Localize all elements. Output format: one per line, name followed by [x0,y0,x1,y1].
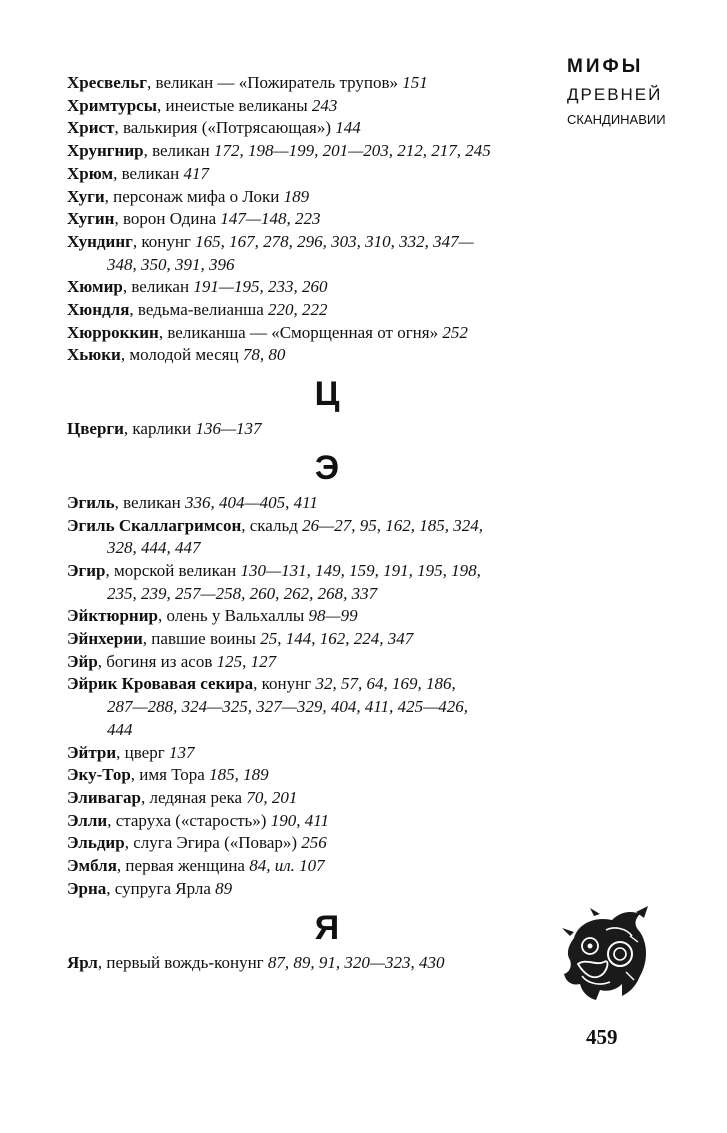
entry-pages: 190, 411 [270,810,329,830]
entry-pages: 89 [215,878,233,898]
entry-headword: Хугин [67,209,115,229]
index-entry [67,673,547,696]
index-entry [67,628,547,651]
index-entry [67,322,547,345]
entry-description: , конунг [132,231,196,251]
entry-headword: Ярл [67,952,98,972]
entry-pages: 165, 167, 278, 296, 303, 310, 332, 347— [195,231,474,251]
entry-description: , конунг [253,674,316,694]
entry-pages: 84, ил. 107 [249,856,325,876]
entry-pages: 144 [335,118,361,138]
entry-headword: Эгиль [67,492,115,512]
entry-description: , богиня из асов [97,651,217,671]
index-entry [67,186,547,209]
running-title-line3: СКАНДИНАВИИ [567,112,666,127]
index-entry [67,515,547,538]
index-entry [67,832,547,855]
entry-headword: Эгир [67,560,106,580]
index-entry [67,560,547,583]
index-entry [67,276,547,299]
entry-description: , персонаж мифа о Локи [104,186,284,206]
running-title-line2: ДРЕВНЕЙ [567,85,663,104]
entry-pages: 26—27, 95, 162, 185, 324, [302,515,484,535]
entry-description: , великан — «Пожиратель трупов» [147,73,403,92]
norse-beast-ornament-icon [560,906,652,1002]
entry-pages: 220, 222 [268,300,328,320]
entry-pages: 32, 57, 64, 169, 186, [315,674,456,694]
entry-description: , слуга Эгира («Повар») [124,833,302,853]
entry-pages: 130—131, 149, 159, 191, 195, 198, [240,560,481,580]
entry-description: , валькирия («Потрясающая») [114,118,336,138]
entry-pages: 185, 189 [209,765,269,785]
section-letter: Э [314,448,340,487]
entry-description: , павшие воины [142,629,261,649]
entry-headword: Хьюки [67,345,121,365]
entry-pages: 243 [311,95,338,115]
entry-description: , молодой месяц [120,345,243,365]
entry-headword: Элли [67,810,108,830]
index-entry [67,208,547,231]
entry-headword: Эйрик Кровавая секира [67,674,254,694]
entry-headword: Эгиль Скаллагримсон [67,515,242,535]
index-entry [67,651,547,674]
entry-description: , ледяная река [141,787,247,807]
index-entry [67,855,547,878]
entry-pages: 70, 201 [246,787,298,807]
entry-description: , морской великан [105,560,241,580]
index-entry [67,418,547,441]
entry-headword: Хюмир [67,277,123,297]
index-entry [67,344,547,367]
entry-headword: Христ [67,118,115,138]
entry-description: , первый вождь-конунг [97,952,268,972]
entry-description: , имя Тора [130,765,210,785]
entry-pages: 336, 404—405, 411 [185,492,318,512]
index-entry [67,299,547,322]
entry-pages: 125, 127 [216,651,277,671]
entry-pages: 256 [301,833,327,853]
entry-pages-continuation: 235, 239, 257—258, 260, 262, 268, 337 [107,583,378,603]
entry-headword: Хюндля [67,300,130,320]
book-title-sidebar [567,56,667,130]
index-entry [67,231,547,254]
index-entry [67,878,547,901]
entry-headword: Хресвельг [67,73,148,92]
entry-description: , супруга Ярла [106,878,216,898]
entry-headword: Хримтурсы [67,95,158,115]
entry-description: , великан [143,141,215,161]
entry-description: , цверг [116,742,169,762]
entry-description: , первая женщина [116,856,250,876]
entry-description: , великан [122,277,194,297]
entry-pages: 136—137 [195,419,262,439]
index-entry [67,742,547,765]
index-entry [67,764,547,787]
entry-description: , великан [114,492,186,512]
entry-pages: 191—195, 233, 260 [193,277,328,297]
index-list [67,72,547,974]
entry-headword: Эку-Тор [67,765,131,785]
entry-headword: Цверги [67,419,124,439]
entry-description: , ведьма-велианша [129,300,268,320]
index-entry [67,492,547,515]
index-entry [67,605,547,628]
entry-description: , старуха («старость») [107,810,271,830]
page-number: 459 [586,1025,618,1049]
running-title-line1: МИФЫ [567,56,644,77]
entry-headword: Эйнхерии [67,629,143,649]
entry-headword: Эрна [67,878,107,898]
entry-headword: Хрюм [67,163,114,183]
index-entry [67,117,547,140]
entry-headword: Эйтри [67,742,117,762]
entry-headword: Хундинг [67,231,133,251]
entry-headword: Эльдир [67,833,125,853]
entry-pages: 172, 198—199, 201—203, 212, 217, 245 [214,141,491,161]
entry-pages-continuation: 287—288, 324—325, 327—329, 404, 411, 425—426, [107,697,468,717]
index-entry [67,95,547,118]
entry-headword: Эйр [67,651,98,671]
index-entry [67,810,547,833]
entry-headword: Хюрроккин [67,322,159,342]
entry-pages-continuation: 348, 350, 391, 396 [107,254,235,274]
entry-headword: Хрунгнир [67,141,144,161]
entry-pages: 87, 89, 91, 320—323, 430 [267,952,445,972]
entry-pages: 417 [183,163,210,183]
index-entry [67,72,547,95]
index-entry [67,952,547,975]
index-entry [67,140,547,163]
index-entry [67,787,547,810]
entry-description: , инеистые великаны [157,95,312,115]
index-entry [67,163,547,186]
entry-headword: Эливагар [67,787,141,807]
entry-headword: Эйктюрнир [67,606,158,626]
entry-pages: 25, 144, 162, 224, 347 [260,629,414,649]
entry-pages-continuation: 444 [107,719,133,739]
entry-description: , великан [113,163,184,183]
section-letter: Я [314,908,340,947]
entry-headword: Хуги [67,186,105,206]
entry-pages: 189 [283,186,310,206]
entry-description: , олень у Вальхаллы [157,606,309,626]
entry-pages: 98—99 [308,606,358,626]
entry-headword: Эмбля [67,856,117,876]
entry-pages: 137 [168,742,195,762]
entry-description: , карлики [123,419,196,439]
entry-description: , великанша — «Сморщенная от огня» [158,322,443,342]
entry-pages: 151 [402,73,428,92]
entry-description: , скальд [241,515,303,535]
entry-pages: 252 [442,322,468,342]
entry-pages: 78, 80 [242,345,286,365]
entry-pages-continuation: 328, 444, 447 [107,538,201,558]
section-letter: Ц [314,375,340,414]
entry-pages: 147—148, 223 [220,209,321,229]
entry-description: , ворон Одина [114,209,221,229]
